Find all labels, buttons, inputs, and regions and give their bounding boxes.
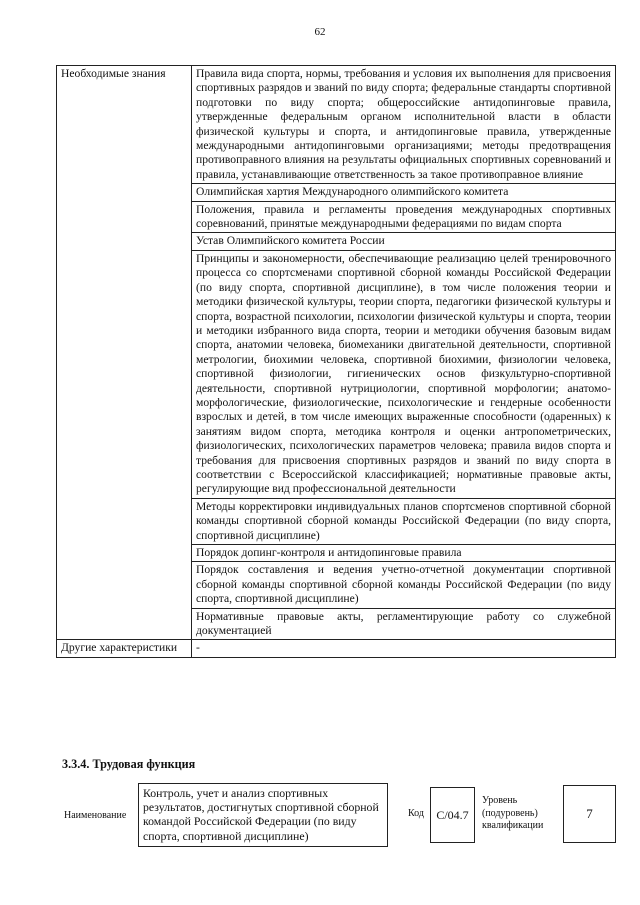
knowledge-item: Устав Олимпийского комитета России <box>192 233 616 250</box>
code-box: C/04.7 <box>430 787 475 843</box>
page-number: 62 <box>314 26 326 38</box>
other-characteristics-value: - <box>192 640 616 657</box>
knowledge-item: Нормативные правовые акты, регламентирующие работу со служебной документацией <box>192 608 616 640</box>
knowledge-item: Принципы и закономерности, обеспечивающие реализацию целей тренировочного процесса со спортсменами спортивной сборной команды Российской Федерации (по виду спорта, спортивной дисциплине), в том числе положения теории и методики физической культуры, теории спорта, педагогики физической культуры и спорта, возрастной психологии, психологии физической культуры и спорта, теории и методики избранного вида спорта, теории и методики обучения базовым видам спорта, анатомии человека, биомеханики двигательной деятельности, спортивной метрологии, биохимии человека, спортивной биохимии, физиологии человека, спортивной физиологии, гигиенических основ физкультурно-спортивной деятельности, спортивной нутрициологии, спортивной морфологии; анатомо-морфологические, физиологические, психологические и гендерные особенности взрослых и детей, в том числе имеющих выраженные способности (одаренных) к занятиям видом спорта, методика контроля и оценки антропометрических, физиологических, психологических параметров человека; правила видов спорта и требования для присвоения спортивных разрядов и званий по виду спорта в соответствии с Всероссийской классификацией; нормативные правовые акты, регулирующие вид профессиональной деятельности <box>192 250 616 498</box>
section-title: 3.3.4. Трудовая функция <box>62 757 196 771</box>
name-label: Наименование <box>64 810 127 821</box>
code-label: Код <box>408 808 424 819</box>
knowledge-item: Методы корректировки индивидуальных планов спортсменов спортивной сборной команды спортивной сборной команды Российской Федерации (по виду спорта, спортивной дисциплине) <box>192 498 616 544</box>
knowledge-item: Порядок допинг-контроля и антидопинговые правила <box>192 545 616 562</box>
other-characteristics-label: Другие характеристики <box>57 640 192 657</box>
knowledge-item: Олимпийская хартия Международного олимпийского комитета <box>192 184 616 201</box>
table-row <box>57 66 616 184</box>
table-row <box>57 640 616 657</box>
knowledge-item: Положения, правила и регламенты проведения международных спортивных соревнований, принятые международными федерациями по видам спорта <box>192 201 616 233</box>
function-name-box: Контроль, учет и анализ спортивных результатов, достигнутых спортивной сборной командой Российской Федерации (по виду спорта, спортивной дисциплине) <box>138 783 388 847</box>
qualification-level-box: 7 <box>563 785 616 843</box>
qualification-level-label: Уровень (подуровень) квалификации <box>482 795 544 831</box>
knowledge-item: Порядок составления и ведения учетно-отчетной документации спортивной сборной команды спортивной сборной команды Российской Федерации (по виду спорта, спортивной дисциплине) <box>192 562 616 608</box>
required-knowledge-table <box>56 65 616 658</box>
knowledge-item: Правила вида спорта, нормы, требования и условия их выполнения для присвоения спортивных разрядов и званий по виду спорта; федеральные стандарты спортивной подготовки по виду спорта; общероссийские антидопинговые правила, утвержденные федеральным органом исполнительной власти в области физической культуры и спорта, и антидопинговые правила, утвержденные международными антидопинговыми организациями; методы предотвращения противоправного влияния на результаты официальных спортивных соревнований и правила, устанавливающие ответственность за такое противоправное влияние <box>192 66 616 184</box>
required-knowledge-label: Необходимые знания <box>57 66 192 640</box>
